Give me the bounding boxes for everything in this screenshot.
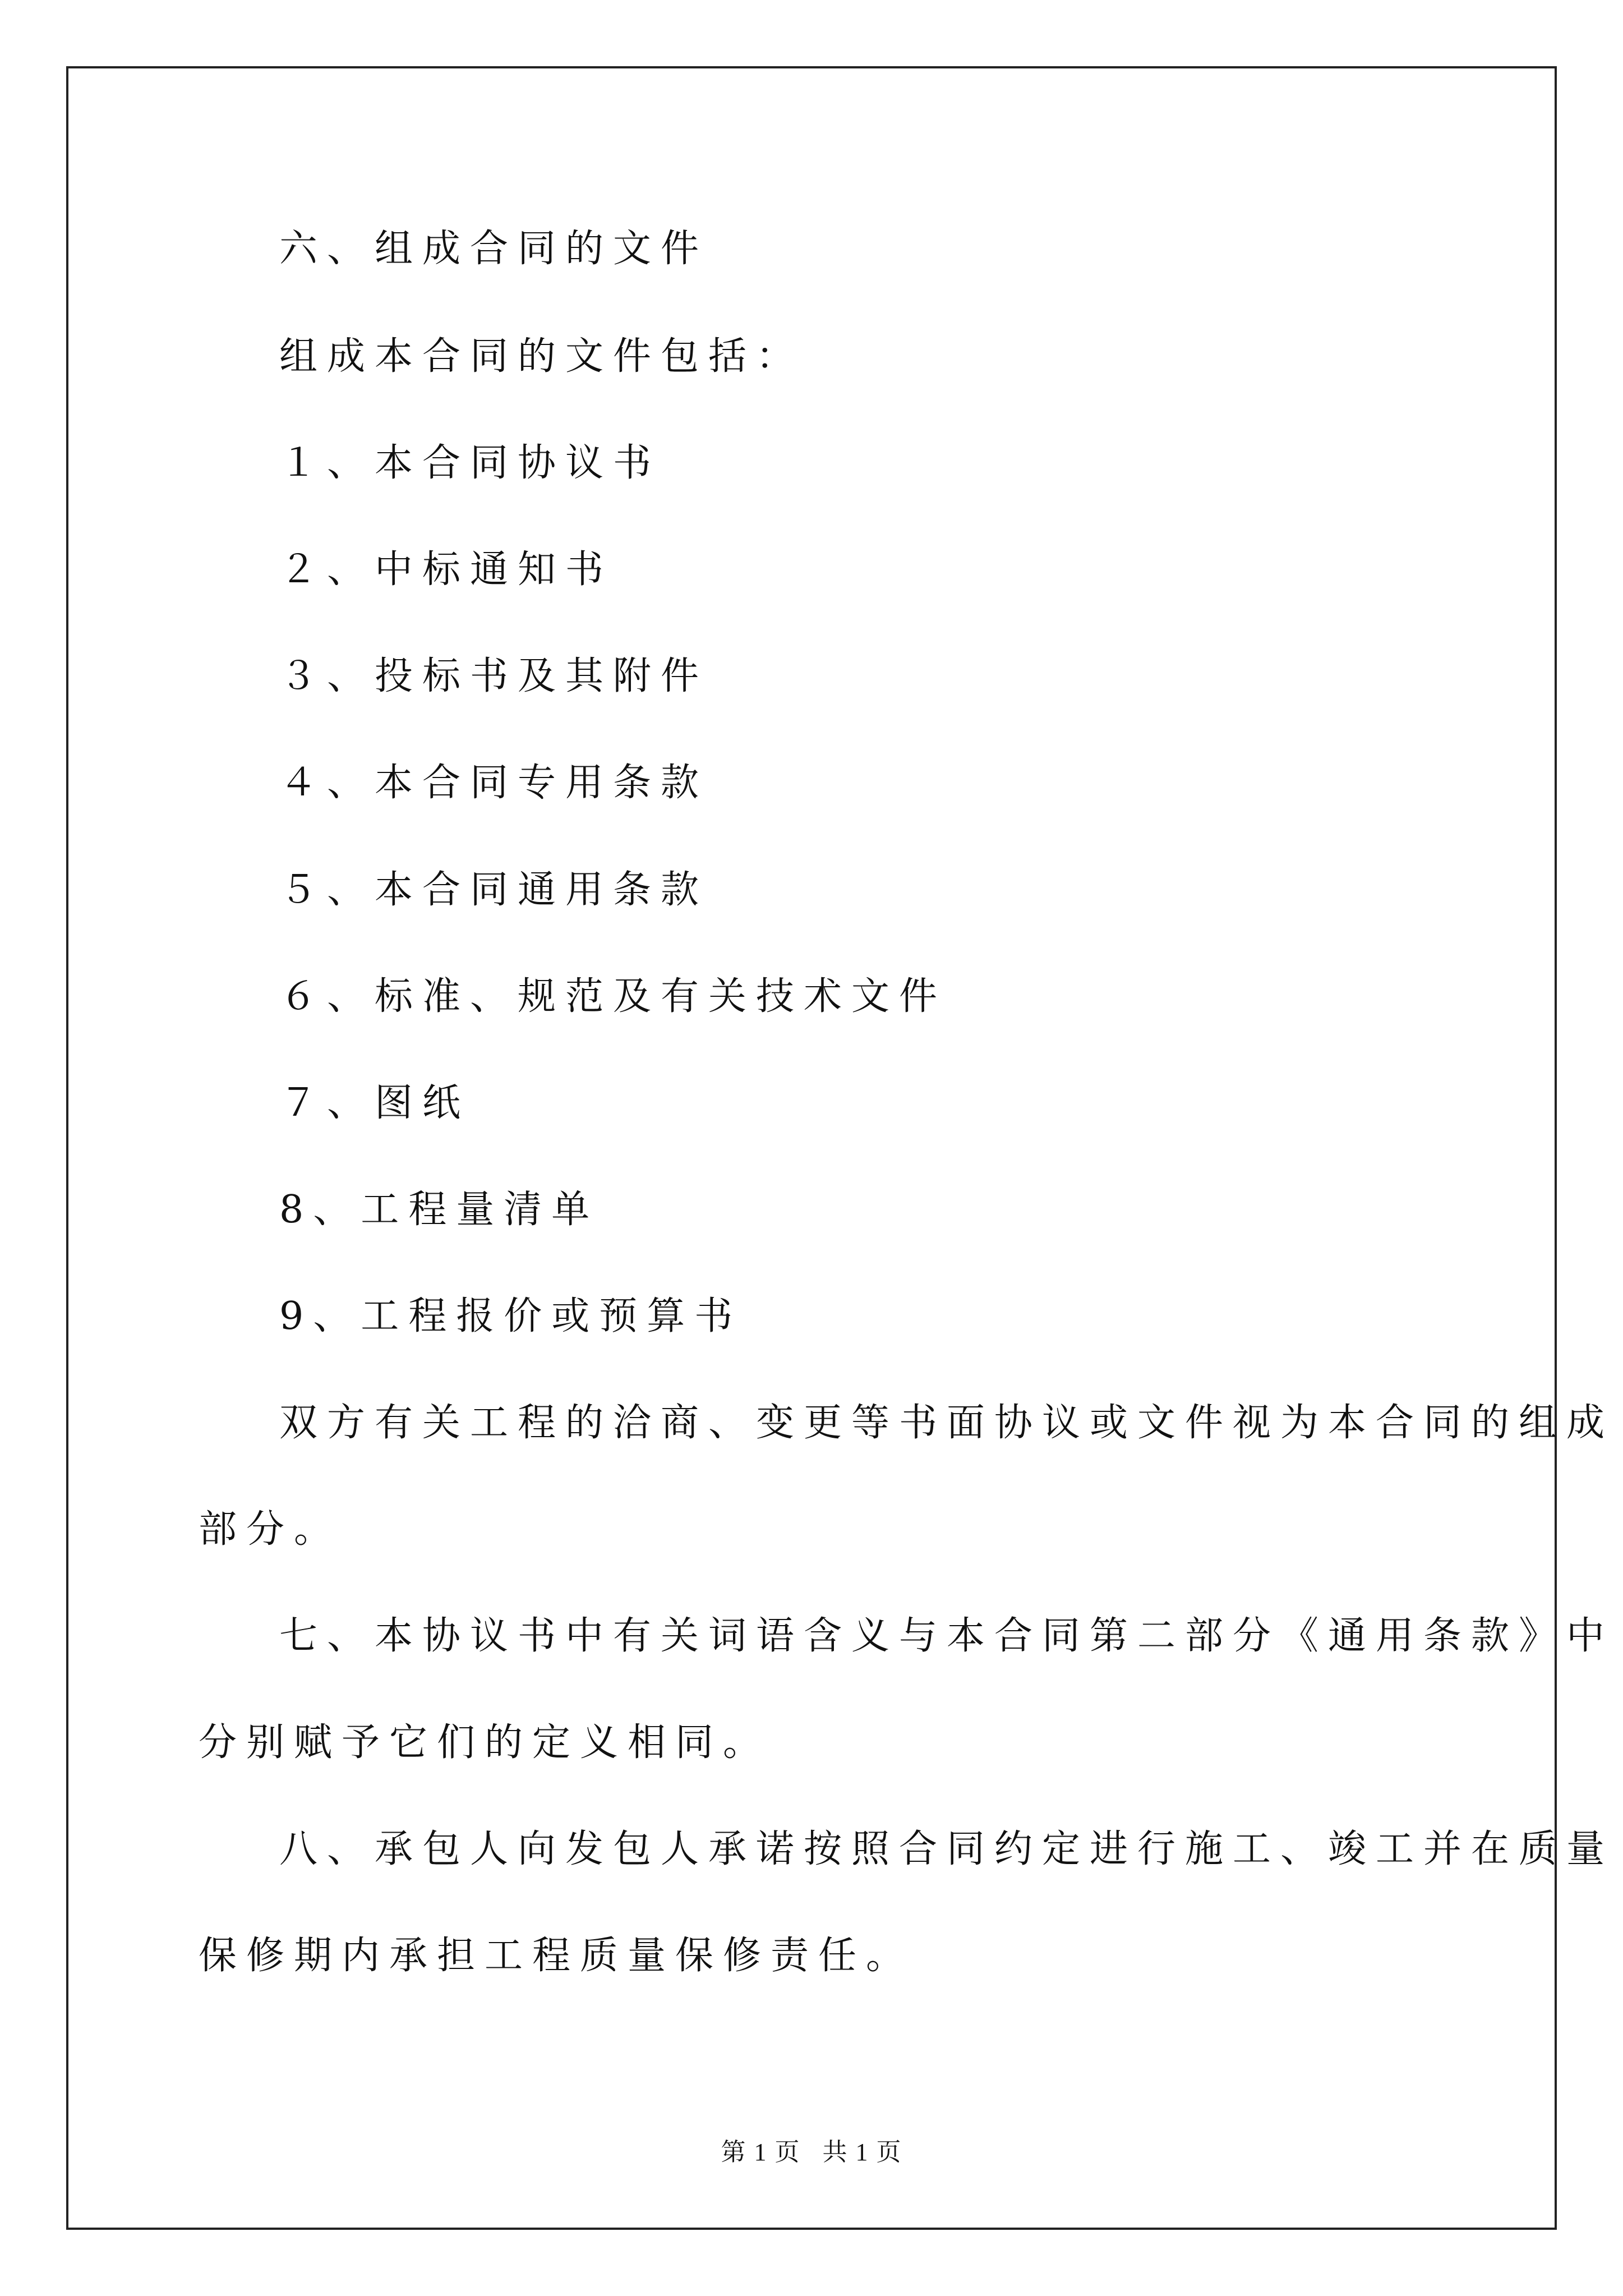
page-footer: 第 1 页 共 1 页 [721,2138,902,2166]
section-6-heading: 六、组成合同的文件 [279,227,709,271]
list-item-2: ２、中标通知书 [279,547,614,592]
section-7-line-2: 分别赋予它们的定义相同。 [199,1720,771,1765]
list-item-3: ３、投标书及其附件 [279,654,709,698]
list-item-8: 8、工程量清单 [279,1188,600,1232]
page-border [66,66,1557,2230]
section-7-line-1: 七、本协议书中有关词语含义与本合同第二部分《通用条款》中 [279,1614,1615,1658]
list-item-5: ５、本合同通用条款 [279,868,709,912]
list-item-9: 9、工程报价或预算书 [279,1294,743,1338]
section-8-line-1: 八、承包人向发包人承诺按照合同约定进行施工、竣工并在质量 [279,1827,1615,1871]
paragraph-amendments-line-1: 双方有关工程的洽商、变更等书面协议或文件视为本合同的组成 [279,1401,1615,1445]
paragraph-intro: 组成本合同的文件包括： [279,334,804,379]
list-item-1: １、本合同协议书 [279,441,661,485]
list-item-7: ７、图纸 [279,1081,471,1125]
section-8-line-2: 保修期内承担工程质量保修责任。 [199,1934,914,1978]
list-item-6: ６、标准、规范及有关技术文件 [279,974,947,1019]
list-item-4: ４、本合同专用条款 [279,761,709,805]
paragraph-amendments-line-2: 部分。 [199,1507,342,1552]
